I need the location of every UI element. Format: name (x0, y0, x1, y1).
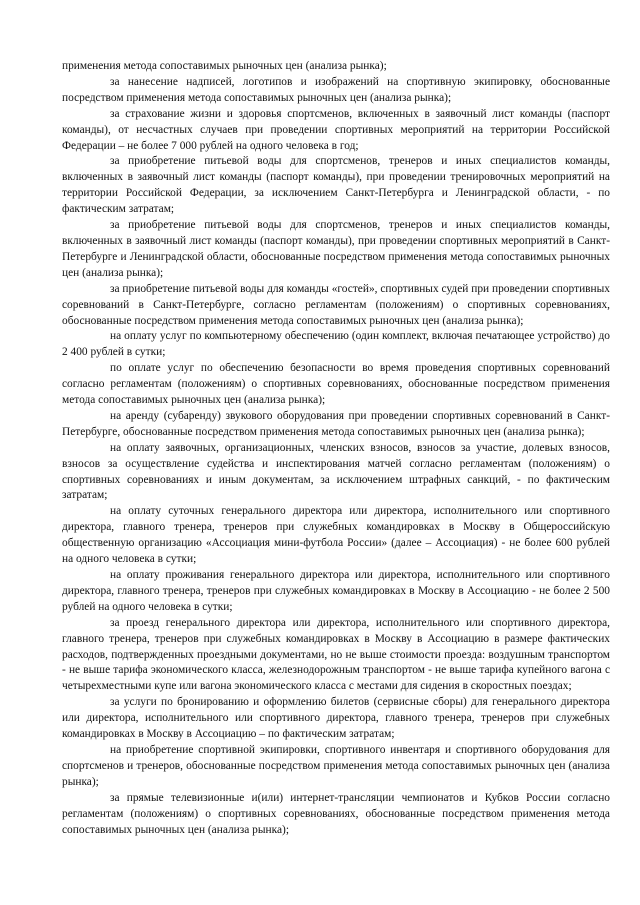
paragraph-security: по оплате услуг по обеспечению безопасности во время проведения спортивных соревнований согласно регламентам (положениям) о спортивных соревнованиях, обоснованные посредством применения метода сопоставимых рыночных цен (анализа рынка); (62, 362, 610, 407)
paragraph-broadcasts: за прямые телевизионные и(или) интернет-трансляции чемпионатов и Кубков России согласно регламентам (положениям) о спортивных соревнованиях, обоснованные посредством применения метода сопоставимых рыночных цен (анализа рынка); (62, 791, 610, 836)
paragraph-logo-printing: за нанесение надписей, логотипов и изображений на спортивную экипировку, обоснованные посредством применения метода сопоставимых рыночных цен (анализа рынка); (62, 75, 610, 104)
paragraph-water-events: за приобретение питьевой воды для спортсменов, тренеров и иных специалистов команды, включенных в заявочный лист команды (паспорт команды), при проведении спортивных мероприятий в Санкт-Петербурге и Ленинградской области, обоснованные посредством применения метода сопоставимых рыночных цен (анализа рынка); (62, 219, 610, 279)
paragraph-water-guests: за приобретение питьевой воды для команды «гостей», спортивных судей при проведении спортивных соревнований в Санкт-Петербурге, согласно регламентам (положениям) о спортивных соревнованиях, обоснованные посредством применения метода сопоставимых рыночных цен (анализа рынка); (62, 282, 610, 327)
paragraph-insurance: за страхование жизни и здоровья спортсменов, включенных в заявочный лист команды (паспорт команды), от несчастных случаев при проведении спортивных мероприятий на территории Российской Федерации – не более 7 000 рублей на одного человека в год; (62, 107, 610, 152)
paragraph-per-diem: на оплату суточных генерального директора или директора, исполнительного или спортивного директора, главного тренера, тренеров при служебных командировках в Москву в Общероссийскую общественную организацию «Ассоциация мини-футбола России» (далее – Ассоциация) - не более 600 рублей на одного человека в сутки; (62, 505, 610, 566)
paragraph-equipment: на приобретение спортивной экипировки, спортивного инвентаря и спортивного оборудования для спортсменов и тренеров, обоснованные посредством применения метода сопоставимых рыночных цен (анализа рынка); (62, 743, 610, 788)
paragraph-sound-equipment: на аренду (субаренду) звукового оборудования при проведении спортивных соревнований в Санкт-Петербурге, обоснованные посредством применения метода сопоставимых рыночных цен (анализа рынка); (62, 409, 610, 438)
paragraph-water-training: за приобретение питьевой воды для спортсменов, тренеров и иных специалистов команды, включенных в заявочный лист команды (паспорт команды), при проведении тренировочных мероприятий на территории Российской Федерации, за исключением Санкт-Петербурга и Ленинградской области, - по фактическим затратам; (62, 155, 610, 216)
paragraph-booking: за услуги по бронированию и оформлению билетов (сервисные сборы) для генерального директора или директора, исполнительного или спортивного директора, главного тренера, тренеров при служебных командировках в Москву в Ассоциацию – по фактическим затратам; (62, 696, 610, 741)
paragraph-travel: за проезд генерального директора или директора, исполнительного или спортивного директора, главного тренера, тренеров при служебных командировках в Москву в Ассоциацию в размере фактических расходов, подтвержденных проездными документами, но не выше стоимости проезда: воздушным транспортом - не выше тарифа экономического класса, железнодорожным транспортом - не выше тарифа купейного вагона с четырехместными купе или вагона экономического класса с местами для сидения в скоростных поездах; (62, 616, 610, 693)
paragraph-fees: на оплату заявочных, организационных, членских взносов, взносов за участие, долевых взносов, взносов за осуществление судейства и инспектирования матчей согласно регламентам (положениям) о спортивных соревнованиях и иным документам, за исключением штрафных санкций, - по фактическим затратам; (62, 441, 610, 502)
document-page (62, 59, 610, 838)
paragraph-computer-services: на оплату услуг по компьютерному обеспечению (один комплект, включая печатающее устройство) до 2 400 рублей в сутки; (62, 330, 610, 359)
paragraph-continuation: применения метода сопоставимых рыночных цен (анализа рынка); (62, 60, 387, 72)
paragraph-accommodation: на оплату проживания генерального директора или директора, исполнительного или спортивного директора, главного тренера, тренеров при служебных командировках в Москву в Ассоциацию - не более 2 500 рублей на одного человека в сутки; (62, 569, 610, 613)
